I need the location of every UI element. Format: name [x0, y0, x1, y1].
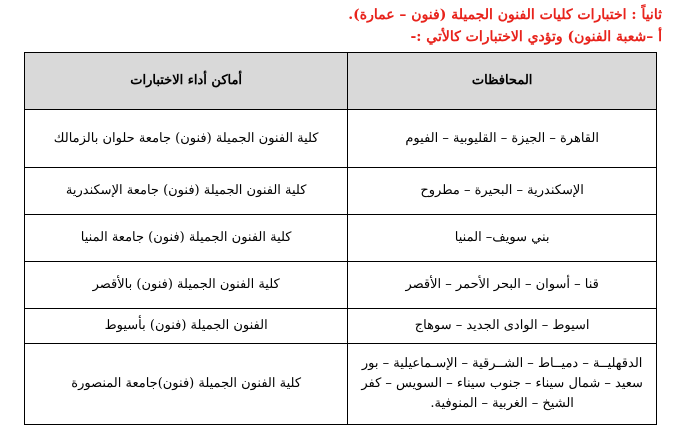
section-heading: ثانياً : اختبارات كليات الفنون الجميلة (فنون – عمارة). — [348, 7, 662, 23]
table-header-row — [25, 53, 657, 110]
location-cell: كلية الفنون الجميلة (فنون) جامعة حلوان بالزمالك — [25, 110, 348, 168]
location-cell: كلية الفنون الجميلة (فنون)جامعة المنصورة — [25, 344, 348, 425]
governorates-cell: قنا – أسوان – البحر الأحمر – الأقصر — [348, 262, 657, 309]
governorates-cell: القاهرة – الجيزة – القليوبية – الفيوم — [348, 110, 657, 168]
location-cell: الفنون الجميلة (فنون) بأسيوط — [25, 309, 348, 344]
governorates-cell: الدقهليــة – دميــاط – الشــرقية – الإسـماعيلية – بور سعيد – شمال سيناء – جنوب سيناء – السويس – كفر الشيخ – الغربية – المنوفية. — [348, 344, 657, 425]
column-header-governorates: المحافظات — [348, 53, 657, 110]
location-cell: كلية الفنون الجميلة (فنون) جامعة الإسكندرية — [25, 168, 348, 215]
table-row — [25, 262, 657, 309]
table-row — [25, 309, 657, 344]
table-row — [25, 110, 657, 168]
location-cell: كلية الفنون الجميلة (فنون) بالأقصر — [25, 262, 348, 309]
location-cell: كلية الفنون الجميلة (فنون) جامعة المنيا — [25, 215, 348, 262]
table-row — [25, 344, 657, 425]
exam-locations-table — [24, 52, 657, 425]
table-row — [25, 215, 657, 262]
governorates-cell: اسيوط – الوادى الجديد – سوهاج — [348, 309, 657, 344]
table-row — [25, 168, 657, 215]
governorates-cell: بني سويف– المنيا — [348, 215, 657, 262]
governorates-cell: الإسكندرية – البحيرة – مطروح — [348, 168, 657, 215]
subsection-heading: أ –شعبة الفنون) وتؤدي الاختبارات كالأتي :- — [410, 29, 662, 45]
column-header-exam-locations: أماكن أداء الاختبارات — [25, 53, 348, 110]
